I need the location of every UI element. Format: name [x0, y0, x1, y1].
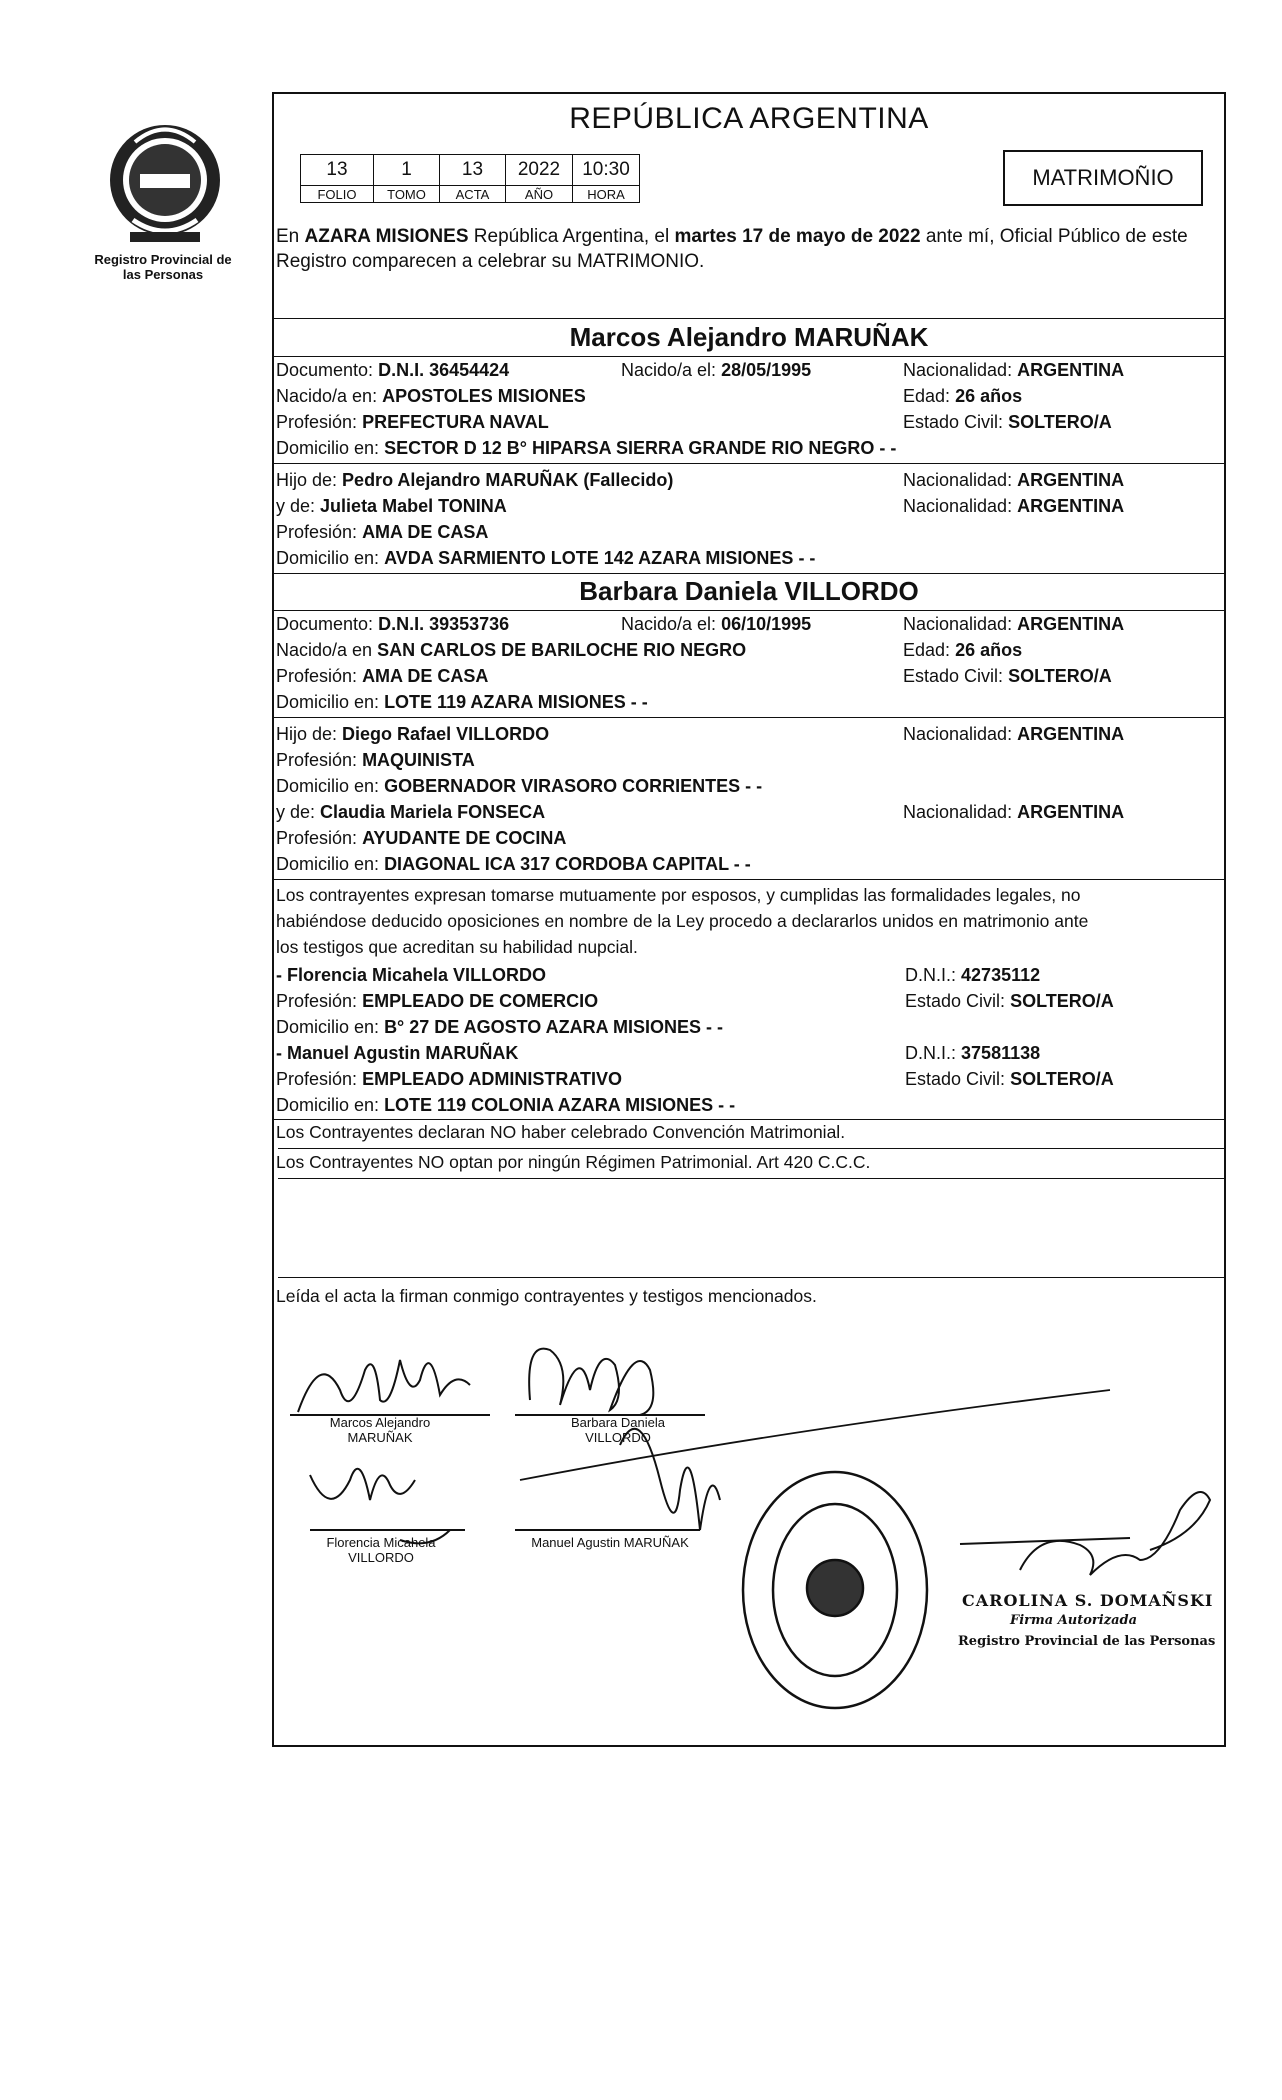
field-value: LOTE 119 COLONIA AZARA MISIONES - -	[384, 1095, 736, 1115]
divider	[272, 717, 1226, 718]
witness1-dni	[905, 965, 1040, 986]
divider	[272, 463, 1226, 464]
field-label: Edad:	[903, 640, 951, 660]
field-label: Nacionalidad:	[903, 614, 1013, 634]
field-value: SOLTERO/A	[1010, 991, 1114, 1011]
field-value: D.N.I. 39353736	[378, 614, 510, 634]
hora-value: 10:30	[573, 155, 640, 186]
bride-estado-civil	[903, 666, 1112, 687]
bride-nacionalidad	[903, 614, 1124, 635]
field-value: SOLTERO/A	[1010, 1069, 1114, 1089]
act-type-box	[1003, 150, 1203, 206]
declaration-line: habiéndose deducido oposiciones en nombre de la Ley procedo a declararlos unidos en matrimonio ante	[276, 911, 1089, 931]
field-value: EMPLEADO DE COMERCIO	[362, 991, 599, 1011]
field-label: Documento:	[276, 614, 374, 634]
field-label: Profesión:	[276, 750, 358, 770]
bride-domicilio	[276, 692, 648, 713]
country-title: REPÚBLICA ARGENTINA	[569, 102, 929, 135]
witness2-signature-label: Manuel Agustin MARUÑAK	[531, 1535, 689, 1550]
field-value: DIAGONAL ICA 317 CORDOBA CAPITAL - -	[384, 854, 751, 874]
field-label: Estado Civil:	[905, 1069, 1006, 1089]
intro-middle: República Argentina, el	[468, 226, 675, 247]
bride-padre	[276, 724, 549, 745]
field-label: Domicilio en:	[276, 854, 380, 874]
field-label: Domicilio en:	[276, 1017, 380, 1037]
tomo-label: TOMO	[374, 186, 440, 203]
regime-line-1: Los Contrayentes declaran NO haber celebrado Convención Matrimonial.	[276, 1122, 846, 1142]
anio-value: 2022	[506, 155, 573, 186]
bride-padre-profesion	[276, 750, 475, 771]
field-value: SOLTERO/A	[1008, 666, 1112, 686]
registry-data-table	[300, 154, 640, 203]
groom-documento	[276, 360, 509, 381]
divider	[278, 1148, 1226, 1149]
field-value: 42735112	[961, 965, 1041, 985]
field-label: Estado Civil:	[905, 991, 1006, 1011]
groom-profesion	[276, 412, 549, 433]
field-label: Profesión:	[276, 522, 358, 542]
provincial-seal-icon	[105, 112, 225, 247]
groom-padre	[276, 470, 673, 491]
groom-madre-profesion	[276, 522, 488, 543]
signature-name-line: MARUÑAK	[347, 1430, 413, 1445]
signature-name-line: VILLORDO	[585, 1430, 651, 1445]
groom-domicilio	[276, 438, 896, 459]
official-role: Firma Autorizada	[1010, 1613, 1138, 1628]
field-value: 26 años	[955, 640, 1023, 660]
field-label: y de:	[276, 802, 316, 822]
acta-label: ACTA	[440, 186, 506, 203]
field-label: Hijo de:	[276, 470, 338, 490]
groom-nacido-el	[621, 360, 811, 381]
divider	[272, 356, 1226, 357]
field-label: Documento:	[276, 360, 374, 380]
field-value: 26 años	[955, 386, 1023, 406]
divider	[272, 318, 1226, 319]
field-value: SAN CARLOS DE BARILOCHE RIO NEGRO	[377, 640, 747, 660]
divider	[278, 1277, 1226, 1278]
official-signature	[960, 1492, 1210, 1575]
witness2-profesion	[276, 1069, 622, 1090]
field-label: Domicilio en:	[276, 692, 380, 712]
bride-documento	[276, 614, 509, 635]
field-label: Domicilio en:	[276, 438, 380, 458]
groom-name: Marcos Alejandro MARUÑAK	[569, 322, 929, 352]
hora-label: HORA	[573, 186, 640, 203]
field-label: D.N.I.:	[905, 965, 957, 985]
field-value: D.N.I. 36454424	[378, 360, 510, 380]
declaration-line: los testigos que acreditan su habilidad nupcial.	[276, 937, 638, 957]
signature-name-line: Marcos Alejandro	[329, 1415, 431, 1430]
field-label: Profesión:	[276, 991, 358, 1011]
field-value: ARGENTINA	[1017, 470, 1125, 490]
witness1-signature	[310, 1469, 465, 1544]
bride-profesion	[276, 666, 488, 687]
field-value: Diego Rafael VILLORDO	[342, 724, 550, 744]
field-label: Profesión:	[276, 666, 358, 686]
field-value: Claudia Mariela FONSECA	[320, 802, 546, 822]
field-label: Profesión:	[276, 412, 358, 432]
signature-name-line: VILLORDO	[348, 1550, 414, 1565]
bride-nacido-en	[276, 640, 746, 661]
bride-nacido-el	[621, 614, 811, 635]
field-value: AMA DE CASA	[362, 522, 489, 542]
field-value: AYUDANTE DE COCINA	[362, 828, 567, 848]
field-label: Nacido/a el:	[621, 614, 717, 634]
field-label: Nacionalidad:	[903, 802, 1013, 822]
field-value: - Florencia Micahela VILLORDO	[276, 965, 547, 985]
witness1-estado-civil	[905, 991, 1114, 1012]
witness1-profesion	[276, 991, 598, 1012]
witness1-domicilio	[276, 1017, 723, 1038]
divider	[272, 1119, 1226, 1120]
bride-madre-profesion	[276, 828, 566, 849]
field-label: Nacionalidad:	[903, 496, 1013, 516]
intro-date: martes 17 de mayo de 2022	[674, 226, 921, 247]
bride-madre-domicilio	[276, 854, 751, 875]
field-label: Hijo de:	[276, 724, 338, 744]
intro-place: AZARA MISIONES	[304, 226, 469, 247]
field-value: ARGENTINA	[1017, 802, 1125, 822]
field-value: ARGENTINA	[1017, 614, 1125, 634]
act-type-label: MATRIMOÑIO	[1032, 165, 1174, 190]
field-value: ARGENTINA	[1017, 360, 1125, 380]
closing-statement: Leída el acta la firman conmigo contrayentes y testigos mencionados.	[276, 1286, 817, 1306]
field-label: Domicilio en:	[276, 548, 380, 568]
declaration-paragraph	[276, 882, 1220, 960]
divider	[272, 573, 1226, 574]
bride-madre	[276, 802, 545, 823]
field-label: Estado Civil:	[903, 412, 1004, 432]
field-label: Nacionalidad:	[903, 360, 1013, 380]
regime-line-2: Los Contrayentes NO optan por ningún Régimen Patrimonial. Art 420 C.C.C.	[276, 1152, 871, 1172]
groom-nacionalidad	[903, 360, 1124, 381]
divider	[278, 1178, 1226, 1179]
field-label: Nacido/a en	[276, 640, 373, 660]
field-value: AVDA SARMIENTO LOTE 142 AZARA MISIONES - -	[384, 548, 816, 568]
field-label: Nacionalidad:	[903, 470, 1013, 490]
groom-signature-label	[300, 1415, 460, 1445]
field-value: SOLTERO/A	[1008, 412, 1112, 432]
witness1-name	[276, 965, 546, 986]
field-value: B° 27 DE AGOSTO AZARA MISIONES - -	[384, 1017, 723, 1037]
field-value: 37581138	[961, 1043, 1041, 1063]
field-label: Profesión:	[276, 828, 358, 848]
groom-signature	[290, 1360, 490, 1415]
intro-suffix: ante mí, Oficial Público de este Registro comparecen a celebrar su MATRIMONIO.	[276, 226, 1188, 272]
field-value: - Manuel Agustin MARUÑAK	[276, 1043, 519, 1063]
field-label: Domicilio en:	[276, 1095, 380, 1115]
field-value: AMA DE CASA	[362, 666, 489, 686]
bride-padre-domicilio	[276, 776, 762, 797]
field-label: Nacido/a el:	[621, 360, 717, 380]
tomo-value: 1	[374, 155, 440, 186]
bride-name: Barbara Daniela VILLORDO	[579, 576, 919, 606]
signature-name-line: Florencia Micahela	[326, 1535, 436, 1550]
field-value: ARGENTINA	[1017, 496, 1125, 516]
field-label: D.N.I.:	[905, 1043, 957, 1063]
field-label: Edad:	[903, 386, 951, 406]
field-value: Julieta Mabel TONINA	[320, 496, 507, 516]
groom-padre-nacionalidad	[903, 470, 1124, 491]
intro-prefix: En	[276, 226, 305, 247]
official-office: Registro Provincial de las Personas	[958, 1634, 1216, 1649]
groom-estado-civil	[903, 412, 1112, 433]
bride-signature	[515, 1349, 705, 1415]
witness2-estado-civil	[905, 1069, 1114, 1090]
groom-madre-nacionalidad	[903, 496, 1124, 517]
bride-madre-nacionalidad	[903, 802, 1124, 823]
acta-value: 13	[440, 155, 506, 186]
field-label: Nacionalidad:	[903, 724, 1013, 744]
witness2-domicilio	[276, 1095, 735, 1116]
field-value: LOTE 119 AZARA MISIONES - -	[384, 692, 648, 712]
registry-label: Registro Provincial de las Personas	[94, 252, 232, 282]
divider	[272, 879, 1226, 880]
field-value: SECTOR D 12 B° HIPARSA SIERRA GRANDE RIO NEGRO - -	[384, 438, 897, 458]
bride-edad	[903, 640, 1022, 661]
witness2-dni	[905, 1043, 1040, 1064]
groom-edad	[903, 386, 1022, 407]
field-label: Nacido/a en:	[276, 386, 378, 406]
field-label: y de:	[276, 496, 316, 516]
bride-signature-label	[543, 1415, 693, 1445]
witness2-name	[276, 1043, 518, 1064]
field-value: GOBERNADOR VIRASORO CORRIENTES - -	[384, 776, 763, 796]
field-label: Estado Civil:	[903, 666, 1004, 686]
field-value: 06/10/1995	[721, 614, 812, 634]
field-value: PREFECTURA NAVAL	[362, 412, 549, 432]
field-label: Domicilio en:	[276, 776, 380, 796]
intro-paragraph	[276, 224, 1220, 274]
bride-padre-nacionalidad	[903, 724, 1124, 745]
signature-name-line: Barbara Daniela	[571, 1415, 665, 1430]
declaration-line: Los contrayentes expresan tomarse mutuamente por esposos, y cumplidas las formalidades legales, no	[276, 885, 1081, 905]
divider	[272, 610, 1226, 611]
witness1-signature-label	[306, 1535, 456, 1565]
field-value: APOSTOLES MISIONES	[382, 386, 586, 406]
field-value: MAQUINISTA	[362, 750, 475, 770]
official-name: CAROLINA S. DOMAÑSKI	[962, 1591, 1214, 1610]
official-stamp	[743, 1472, 927, 1708]
folio-value: 13	[301, 155, 374, 186]
anio-label: AÑO	[506, 186, 573, 203]
field-value: Pedro Alejandro MARUÑAK (Fallecido)	[342, 470, 674, 490]
folio-label: FOLIO	[301, 186, 374, 203]
groom-nacido-en	[276, 386, 586, 407]
field-value: 28/05/1995	[721, 360, 812, 380]
field-value: ARGENTINA	[1017, 724, 1125, 744]
field-label: Profesión:	[276, 1069, 358, 1089]
groom-madre-domicilio	[276, 548, 815, 569]
field-value: EMPLEADO ADMINISTRATIVO	[362, 1069, 623, 1089]
groom-madre	[276, 496, 507, 517]
